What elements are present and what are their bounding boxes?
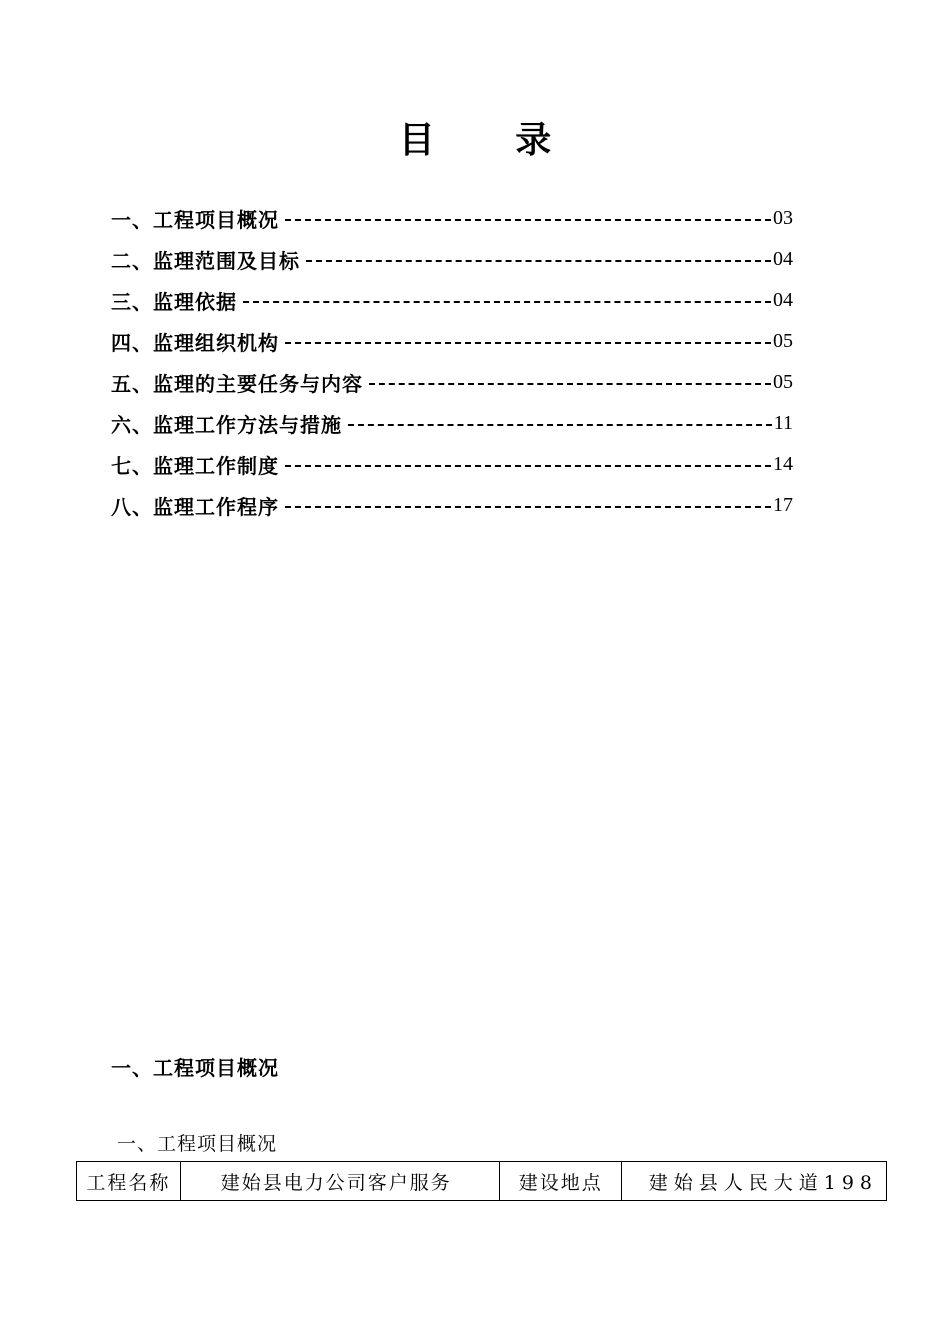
toc-entry-label: 六、监理工作方法与措施: [111, 413, 342, 437]
table-cell: 建设地点: [500, 1162, 622, 1201]
toc-entry-page: 11: [773, 412, 793, 434]
toc-entry-label: 五、监理的主要任务与内容: [111, 372, 363, 396]
toc-entry-label: 一、工程项目概况: [111, 208, 279, 232]
toc-entry-label: 四、监理组织机构: [111, 331, 279, 355]
toc-entry[interactable]: [111, 403, 793, 444]
toc-entry[interactable]: [111, 321, 793, 362]
toc-leader: [285, 506, 771, 508]
toc-entry[interactable]: [111, 239, 793, 280]
toc-entry-label: 三、监理依据: [111, 290, 237, 314]
table-of-contents: [111, 198, 793, 526]
toc-entry[interactable]: [111, 444, 793, 485]
page-title: 目 录: [398, 119, 586, 161]
toc-entry[interactable]: [111, 280, 793, 321]
toc-leader: [369, 383, 771, 385]
toc-entry-page: 03: [773, 207, 793, 229]
table-cell: 建始县电力公司客户服务: [180, 1162, 500, 1201]
toc-entry-page: 05: [773, 371, 793, 393]
toc-leader: [285, 219, 771, 221]
toc-entry-page: 04: [773, 289, 793, 311]
toc-entry-label: 二、监理范围及目标: [111, 249, 300, 273]
sub-heading: 一、工程项目概况: [117, 1133, 278, 1155]
toc-entry-page: 05: [773, 330, 793, 352]
toc-entry[interactable]: [111, 485, 793, 526]
section-heading: 一、工程项目概况: [111, 1056, 279, 1080]
toc-entry-label: 八、监理工作程序: [111, 495, 279, 519]
toc-leader: [243, 301, 771, 303]
toc-entry-page: 17: [773, 494, 793, 516]
toc-entry-label: 七、监理工作制度: [111, 454, 279, 478]
toc-entry[interactable]: [111, 198, 793, 239]
toc-leader: [306, 260, 771, 262]
toc-entry-page: 04: [773, 248, 793, 270]
toc-entry[interactable]: [111, 362, 793, 403]
toc-leader: [348, 424, 772, 426]
toc-leader: [285, 465, 771, 467]
project-info-table: [76, 1161, 887, 1201]
table-row: [77, 1162, 887, 1201]
toc-leader: [285, 342, 771, 344]
table-cell: 建始县人民大道198: [622, 1162, 887, 1201]
table-cell: 工程名称: [77, 1162, 181, 1201]
toc-entry-page: 14: [773, 453, 793, 475]
